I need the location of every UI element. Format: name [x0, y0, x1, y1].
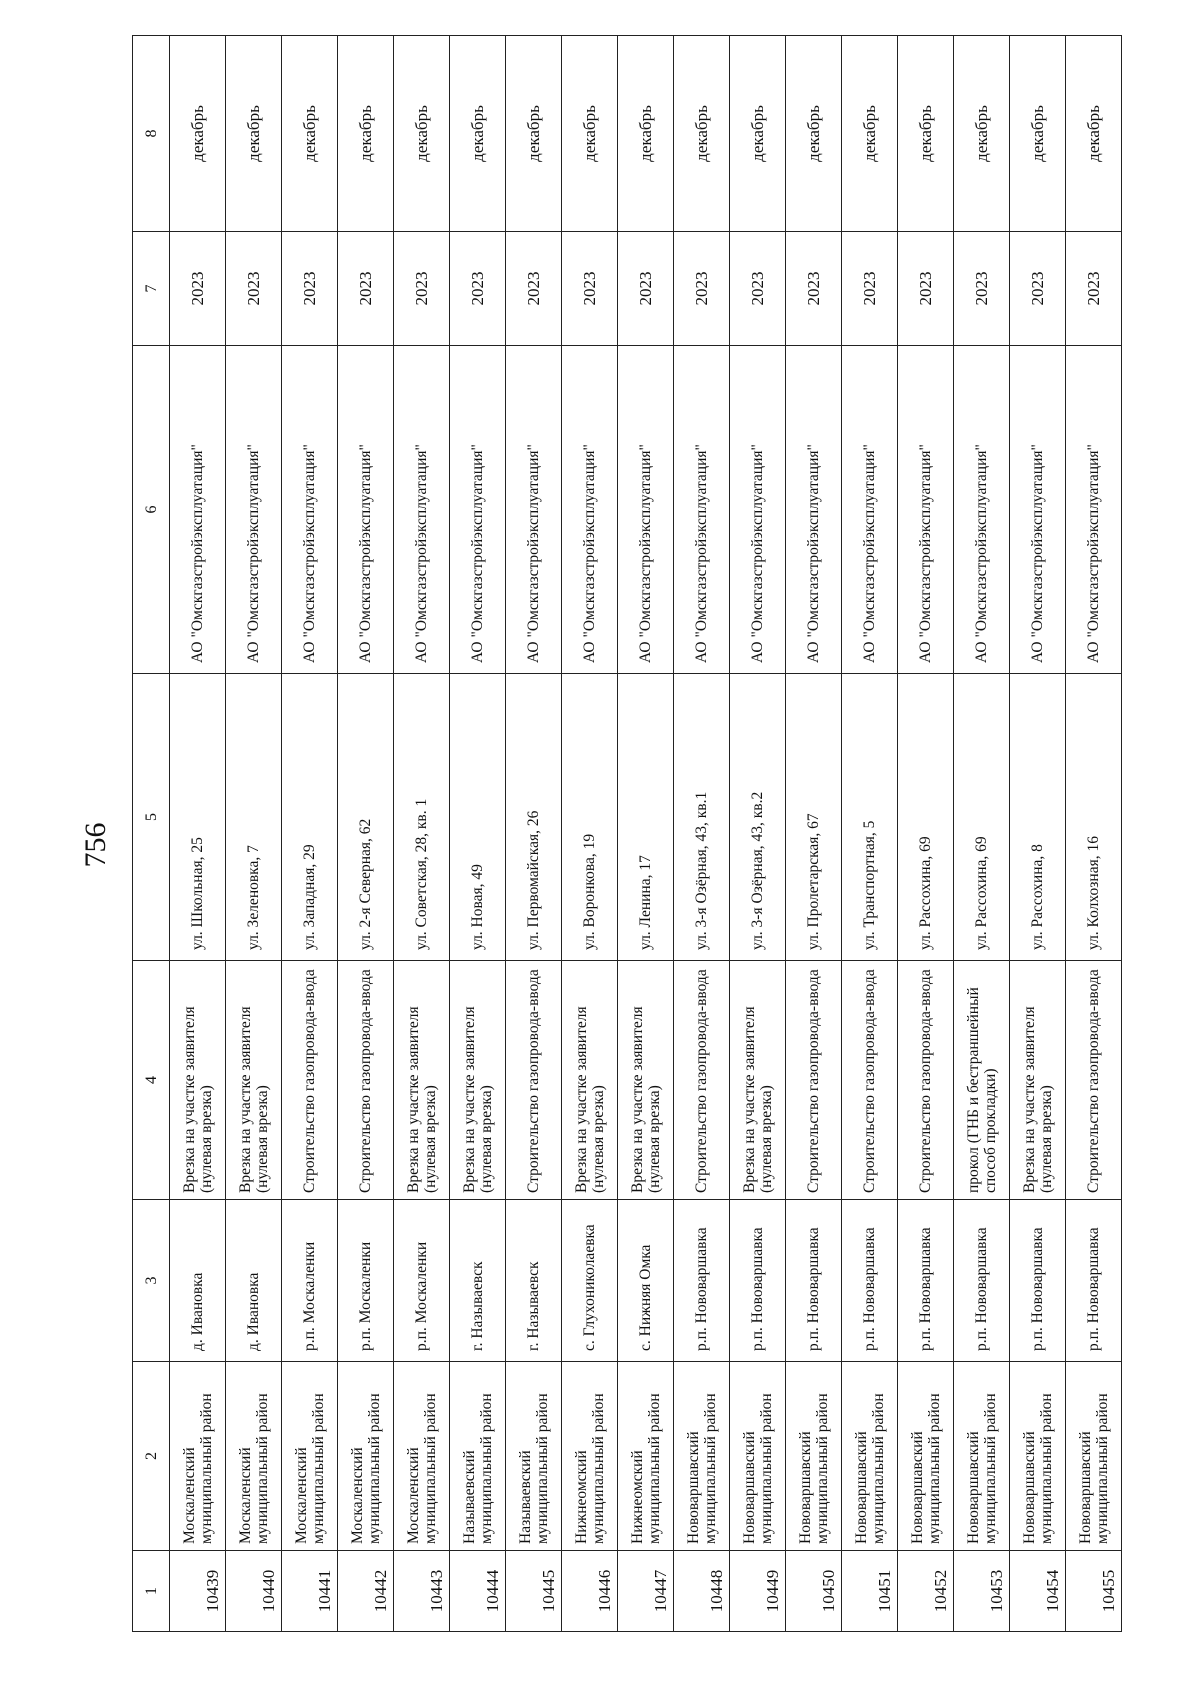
district-cell: Нововаршавский муниципальный район: [954, 1362, 1010, 1551]
work-type-cell: Врезка на участке заявителя (нулевая врезка): [1010, 961, 1066, 1200]
month-cell: декабрь: [786, 36, 842, 232]
work-type-cell: Врезка на участке заявителя (нулевая врезка): [170, 961, 226, 1200]
settlement-cell: р.п. Москаленки: [394, 1200, 450, 1362]
month-cell: декабрь: [1010, 36, 1066, 232]
address-cell: ул. Воронкова, 19: [562, 674, 618, 961]
district-cell: Называевский муниципальный район: [506, 1362, 562, 1551]
month-cell: декабрь: [282, 36, 338, 232]
table-row: [730, 36, 786, 1632]
table-row: [618, 36, 674, 1632]
work-type-cell: Врезка на участке заявителя (нулевая врезка): [562, 961, 618, 1200]
address-cell: ул. Рассохина, 8: [1010, 674, 1066, 961]
month-cell: декабрь: [562, 36, 618, 232]
gas-connection-table: [132, 35, 1122, 1632]
table-row: [338, 36, 394, 1632]
month-cell: декабрь: [506, 36, 562, 232]
settlement-cell: р.п. Нововаршавка: [954, 1200, 1010, 1362]
executor-cell: АО "Омскгазстройэксплуатация": [394, 346, 450, 674]
row-number-cell: 10446: [562, 1551, 618, 1632]
settlement-cell: р.п. Москаленки: [282, 1200, 338, 1362]
year-cell: 2023: [954, 232, 1010, 346]
district-cell: Нововаршавский муниципальный район: [730, 1362, 786, 1551]
page-number: 756: [79, 822, 112, 868]
table-row: [898, 36, 954, 1632]
table-row: [954, 36, 1010, 1632]
row-number-cell: 10453: [954, 1551, 1010, 1632]
year-cell: 2023: [170, 232, 226, 346]
settlement-cell: д. Ивановка: [170, 1200, 226, 1362]
row-number-cell: 10447: [618, 1551, 674, 1632]
settlement-cell: с. Глухониколаевка: [562, 1200, 618, 1362]
table-row: [282, 36, 338, 1632]
executor-cell: АО "Омскгазстройэксплуатация": [1066, 346, 1122, 674]
year-cell: 2023: [1066, 232, 1122, 346]
executor-cell: АО "Омскгазстройэксплуатация": [338, 346, 394, 674]
settlement-cell: д. Ивановка: [226, 1200, 282, 1362]
work-type-cell: Строительство газопровода-ввода: [506, 961, 562, 1200]
district-cell: Нововаршавский муниципальный район: [786, 1362, 842, 1551]
executor-cell: АО "Омскгазстройэксплуатация": [618, 346, 674, 674]
district-cell: Нововаршавский муниципальный район: [1066, 1362, 1122, 1551]
month-cell: декабрь: [1066, 36, 1122, 232]
settlement-cell: р.п. Нововаршавка: [674, 1200, 730, 1362]
row-number-cell: 10451: [842, 1551, 898, 1632]
table-row: [562, 36, 618, 1632]
row-number-cell: 10445: [506, 1551, 562, 1632]
address-cell: ул. 2-я Северная, 62: [338, 674, 394, 961]
address-cell: ул. Школьная, 25: [170, 674, 226, 961]
executor-cell: АО "Омскгазстройэксплуатация": [954, 346, 1010, 674]
work-type-cell: Строительство газопровода-ввода: [338, 961, 394, 1200]
settlement-cell: р.п. Нововаршавка: [786, 1200, 842, 1362]
executor-cell: АО "Омскгазстройэксплуатация": [730, 346, 786, 674]
address-cell: ул. Транспортная, 5: [842, 674, 898, 961]
year-cell: 2023: [506, 232, 562, 346]
executor-cell: АО "Омскгазстройэксплуатация": [786, 346, 842, 674]
row-number-cell: 10443: [394, 1551, 450, 1632]
address-cell: ул. Рассохина, 69: [954, 674, 1010, 961]
month-cell: декабрь: [674, 36, 730, 232]
header-cell: 1: [133, 1551, 170, 1632]
row-number-cell: 10440: [226, 1551, 282, 1632]
month-cell: декабрь: [226, 36, 282, 232]
work-type-cell: Врезка на участке заявителя (нулевая врезка): [394, 961, 450, 1200]
executor-cell: АО "Омскгазстройэксплуатация": [282, 346, 338, 674]
work-type-cell: Строительство газопровода-ввода: [674, 961, 730, 1200]
row-number-cell: 10441: [282, 1551, 338, 1632]
settlement-cell: г. Называевск: [506, 1200, 562, 1362]
executor-cell: АО "Омскгазстройэксплуатация": [226, 346, 282, 674]
year-cell: 2023: [786, 232, 842, 346]
year-cell: 2023: [450, 232, 506, 346]
header-cell: 2: [133, 1362, 170, 1551]
district-cell: Нововаршавский муниципальный район: [1010, 1362, 1066, 1551]
row-number-cell: 10452: [898, 1551, 954, 1632]
executor-cell: АО "Омскгазстройэксплуатация": [450, 346, 506, 674]
table-row: [506, 36, 562, 1632]
work-type-cell: Врезка на участке заявителя (нулевая врезка): [618, 961, 674, 1200]
settlement-cell: с. Нижняя Омка: [618, 1200, 674, 1362]
work-type-cell: Врезка на участке заявителя (нулевая врезка): [226, 961, 282, 1200]
settlement-cell: р.п. Москаленки: [338, 1200, 394, 1362]
settlement-cell: р.п. Нововаршавка: [730, 1200, 786, 1362]
table-row: [170, 36, 226, 1632]
district-cell: Называевский муниципальный район: [450, 1362, 506, 1551]
address-cell: ул. Новая, 49: [450, 674, 506, 961]
year-cell: 2023: [842, 232, 898, 346]
table-row: [786, 36, 842, 1632]
month-cell: декабрь: [730, 36, 786, 232]
year-cell: 2023: [674, 232, 730, 346]
district-cell: Москаленский муниципальный район: [226, 1362, 282, 1551]
row-number-cell: 10455: [1066, 1551, 1122, 1632]
row-number-cell: 10450: [786, 1551, 842, 1632]
table-row: [226, 36, 282, 1632]
district-cell: Нижнеомский муниципальный район: [618, 1362, 674, 1551]
table-body: [133, 36, 1122, 1632]
table-row: [1010, 36, 1066, 1632]
header-cell: 3: [133, 1200, 170, 1362]
row-number-cell: 10439: [170, 1551, 226, 1632]
district-cell: Москаленский муниципальный район: [170, 1362, 226, 1551]
table-row: [394, 36, 450, 1632]
executor-cell: АО "Омскгазстройэксплуатация": [674, 346, 730, 674]
executor-cell: АО "Омскгазстройэксплуатация": [506, 346, 562, 674]
executor-cell: АО "Омскгазстройэксплуатация": [562, 346, 618, 674]
address-cell: ул. Колхозная, 16: [1066, 674, 1122, 961]
header-cell: 5: [133, 674, 170, 961]
district-cell: Москаленский муниципальный район: [338, 1362, 394, 1551]
month-cell: декабрь: [954, 36, 1010, 232]
district-cell: Москаленский муниципальный район: [394, 1362, 450, 1551]
executor-cell: АО "Омскгазстройэксплуатация": [842, 346, 898, 674]
year-cell: 2023: [898, 232, 954, 346]
row-number-cell: 10454: [1010, 1551, 1066, 1632]
year-cell: 2023: [730, 232, 786, 346]
header-cell: 6: [133, 346, 170, 674]
table-row: [450, 36, 506, 1632]
executor-cell: АО "Омскгазстройэксплуатация": [170, 346, 226, 674]
year-cell: 2023: [1010, 232, 1066, 346]
address-cell: ул. Западная, 29: [282, 674, 338, 961]
month-cell: декабрь: [394, 36, 450, 232]
row-number-cell: 10442: [338, 1551, 394, 1632]
month-cell: декабрь: [450, 36, 506, 232]
district-cell: Нововаршавский муниципальный район: [898, 1362, 954, 1551]
row-number-cell: 10449: [730, 1551, 786, 1632]
table-row: [674, 36, 730, 1632]
column-number-header-row: [133, 36, 170, 1632]
address-cell: ул. Советская, 28, кв. 1: [394, 674, 450, 961]
year-cell: 2023: [282, 232, 338, 346]
work-type-cell: прокол (ГНБ и бестраншейный способ прокладки): [954, 961, 1010, 1200]
year-cell: 2023: [226, 232, 282, 346]
header-cell: 7: [133, 232, 170, 346]
address-cell: ул. Рассохина, 69: [898, 674, 954, 961]
month-cell: декабрь: [618, 36, 674, 232]
executor-cell: АО "Омскгазстройэксплуатация": [898, 346, 954, 674]
address-cell: ул. Ленина, 17: [618, 674, 674, 961]
settlement-cell: р.п. Нововаршавка: [842, 1200, 898, 1362]
district-cell: Нововаршавский муниципальный район: [674, 1362, 730, 1551]
month-cell: декабрь: [842, 36, 898, 232]
year-cell: 2023: [618, 232, 674, 346]
month-cell: декабрь: [170, 36, 226, 232]
address-cell: ул. 3-я Озёрная, 43, кв.2: [730, 674, 786, 961]
work-type-cell: Врезка на участке заявителя (нулевая врезка): [730, 961, 786, 1200]
header-cell: 4: [133, 961, 170, 1200]
header-cell: 8: [133, 36, 170, 232]
year-cell: 2023: [562, 232, 618, 346]
work-type-cell: Строительство газопровода-ввода: [282, 961, 338, 1200]
work-type-cell: Строительство газопровода-ввода: [786, 961, 842, 1200]
work-type-cell: Врезка на участке заявителя (нулевая врезка): [450, 961, 506, 1200]
rotated-table-wrapper: [132, 36, 1118, 1632]
settlement-cell: р.п. Нововаршавка: [1066, 1200, 1122, 1362]
address-cell: ул. Зеленовка, 7: [226, 674, 282, 961]
row-number-cell: 10448: [674, 1551, 730, 1632]
district-cell: Нововаршавский муниципальный район: [842, 1362, 898, 1551]
settlement-cell: р.п. Нововаршавка: [1010, 1200, 1066, 1362]
year-cell: 2023: [394, 232, 450, 346]
address-cell: ул. 3-я Озёрная, 43, кв.1: [674, 674, 730, 961]
work-type-cell: Строительство газопровода-ввода: [898, 961, 954, 1200]
district-cell: Нижнеомский муниципальный район: [562, 1362, 618, 1551]
district-cell: Москаленский муниципальный район: [282, 1362, 338, 1551]
address-cell: ул. Пролетарская, 67: [786, 674, 842, 961]
work-type-cell: Строительство газопровода-ввода: [1066, 961, 1122, 1200]
table-row: [1066, 36, 1122, 1632]
address-cell: ул. Первомайская, 26: [506, 674, 562, 961]
executor-cell: АО "Омскгазстройэксплуатация": [1010, 346, 1066, 674]
table-row: [842, 36, 898, 1632]
work-type-cell: Строительство газопровода-ввода: [842, 961, 898, 1200]
settlement-cell: г. Называевск: [450, 1200, 506, 1362]
month-cell: декабрь: [898, 36, 954, 232]
row-number-cell: 10444: [450, 1551, 506, 1632]
settlement-cell: р.п. Нововаршавка: [898, 1200, 954, 1362]
year-cell: 2023: [338, 232, 394, 346]
month-cell: декабрь: [338, 36, 394, 232]
